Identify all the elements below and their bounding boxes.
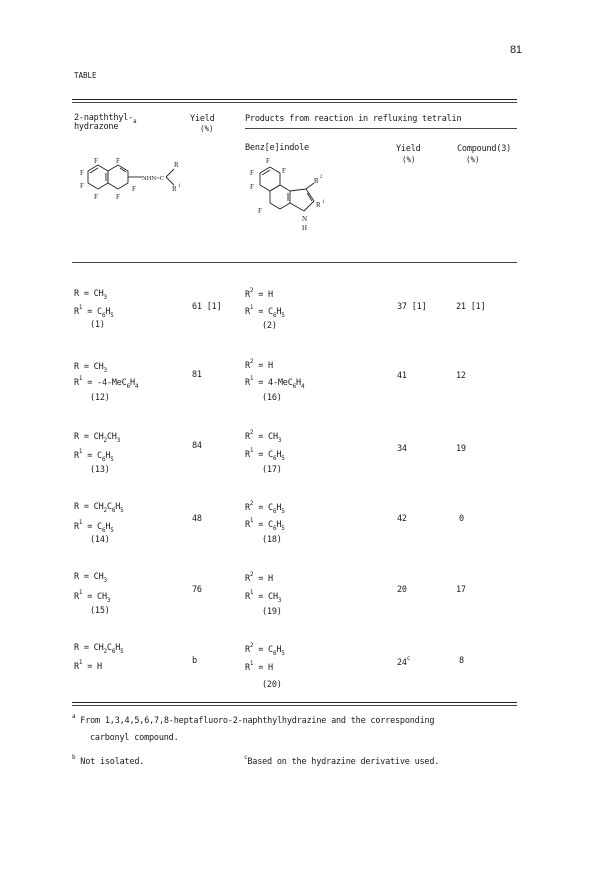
row2-r1: $R^1 = -4-MeC_6H_4$ (74, 375, 139, 390)
hyd-f3: F (80, 169, 84, 177)
bottom-rule (72, 702, 517, 703)
row5-yield: 76 (192, 585, 202, 595)
row3-r: $R = CH_2CH_3$ (74, 432, 121, 444)
hyd-r: R (174, 161, 179, 169)
row2-pr2: $R^2 = H$ (245, 358, 273, 371)
row2-yield2: 41 (397, 371, 407, 381)
row4-pcpd: (18) (262, 535, 282, 545)
row3-r1: $R^1 = C_6H_5$ (74, 448, 114, 463)
row5-pcpd: (19) (262, 607, 282, 617)
top-rule-thin (72, 102, 517, 103)
row6-pcpd: (20) (262, 680, 282, 690)
row3-cpd: (13) (90, 465, 110, 475)
row6-yield: b (192, 656, 197, 666)
footnote-a-line2: carbonyl compound. (90, 733, 179, 743)
row3-comp3: 19 (456, 444, 466, 454)
ind-r1: R (316, 201, 321, 209)
header-products: Products from reaction in refluxing tetralin (245, 114, 462, 124)
row3-yield2: 34 (397, 444, 407, 454)
row2-pcpd: (16) (262, 393, 282, 403)
row1-pcpd: (2) (262, 321, 277, 331)
row4-r: $R = CH_2C_6H_5$ (74, 502, 124, 514)
row5-r: $R = CH_3$ (74, 572, 107, 584)
hyd-f4: F (80, 182, 84, 190)
row4-comp3: 0 (459, 514, 464, 524)
hyd-f5: F (94, 193, 98, 201)
row1-pr2: $R^2 = H$ (245, 287, 273, 300)
mid-rule (72, 262, 517, 263)
row6-yield2: 24$^c$ (397, 655, 411, 668)
footnote-b: $^b$ Not isolated. (72, 754, 145, 767)
ind-r2-sup: 2 (320, 175, 323, 180)
hyd-nhn: NHN=C (142, 175, 165, 182)
ind-r2: R (314, 177, 319, 185)
header-compound3: Compound(3) (457, 144, 512, 154)
row1-pr1: $R^1 = C_6H_5$ (245, 304, 285, 319)
ind-f1: F (266, 157, 270, 165)
bottom-rule-thin (72, 705, 517, 706)
row4-r1: $R^1 = C_6H_5$ (74, 519, 114, 534)
top-rule (72, 99, 517, 100)
header-compound3-unit: (%) (466, 155, 480, 164)
hyd-r1-sup: 1 (178, 184, 181, 189)
footnote-a: $^a$ From 1,3,4,5,6,7,8-heptafluoro-2-naphthylhydrazine and the corresponding (72, 713, 435, 726)
row5-yield2: 20 (397, 585, 407, 595)
header-yield2-unit: (%) (402, 155, 416, 164)
row4-yield2: 42 (397, 514, 407, 524)
ind-n: N (302, 215, 308, 223)
ind-f3: F (282, 167, 286, 175)
hyd-f1: F (94, 157, 98, 165)
footnote-c: $^c$Based on the hydrazine derivative used. (244, 754, 440, 767)
row1-cpd: (1) (90, 320, 105, 330)
ind-f4: F (250, 183, 254, 191)
row1-yield2: 37 [1] (397, 302, 427, 312)
header-hydrazone-line2: hydrazone (74, 122, 119, 132)
header-hydrazone: $2-napththyl-_a$ (74, 113, 137, 125)
header-yield2: Yield (396, 144, 421, 154)
row6-pr1: $R^1 = H$ (245, 660, 273, 673)
row3-pcpd: (17) (262, 465, 282, 475)
row5-pr2: $R^2 = H$ (245, 571, 273, 584)
row1-yield: 61 [1] (192, 302, 222, 312)
row5-r1: $R^1 = CH_3$ (74, 589, 111, 604)
row2-yield: 81 (192, 370, 202, 380)
ind-r1-sup: 1 (322, 200, 325, 205)
row6-comp3: 8 (459, 656, 464, 666)
ind-h: H (302, 224, 308, 232)
hyd-f2: F (116, 157, 120, 165)
row3-yield: 84 (192, 441, 202, 451)
products-underline (245, 128, 517, 129)
row1-comp3: 21 [1] (456, 302, 486, 312)
hydrazone-structure (70, 155, 190, 215)
hyd-r1: R (172, 185, 177, 193)
row4-pr2: $R^2 = C_6H_5$ (245, 500, 285, 515)
row2-cpd: (12) (90, 393, 110, 403)
row3-pr1: $R^1 = C_6H_5$ (245, 447, 285, 462)
row4-yield: 48 (192, 514, 202, 524)
row2-r: $R = CH_3$ (74, 362, 107, 374)
header-benz-indole: Benz[e]indole (245, 143, 309, 153)
header-yield: Yield (190, 114, 215, 124)
hyd-f7: F (132, 185, 136, 193)
row1-r1: $R^1 = C_6H_5$ (74, 304, 114, 319)
row3-pr2: $R^2 = CH_3$ (245, 429, 282, 444)
header-yield-unit: (%) (200, 124, 214, 133)
row4-pr1: $R^1 = C_6H_5$ (245, 517, 285, 532)
row5-pr1: $R^1 = CH_3$ (245, 589, 282, 604)
row5-comp3: 17 (456, 585, 466, 595)
ind-f5: F (258, 207, 262, 215)
page-number: 81 (510, 44, 522, 56)
table-label: TABLE (74, 71, 97, 80)
row4-cpd: (14) (90, 535, 110, 545)
row5-cpd: (15) (90, 606, 110, 616)
hyd-f6: F (116, 193, 120, 201)
row6-pr2: $R^2 = C_6H_5$ (245, 642, 285, 657)
row6-r: $R = CH_2C_6H_5$ (74, 643, 124, 655)
row2-comp3: 12 (456, 371, 466, 381)
ind-f2: F (250, 169, 254, 177)
row6-r1: $R^1 = H$ (74, 659, 102, 672)
row1-r: $R = CH_3$ (74, 289, 107, 301)
row2-pr1: $R^1 = 4-MeC_6H_4$ (245, 375, 305, 390)
benzindole-structure (242, 155, 362, 245)
